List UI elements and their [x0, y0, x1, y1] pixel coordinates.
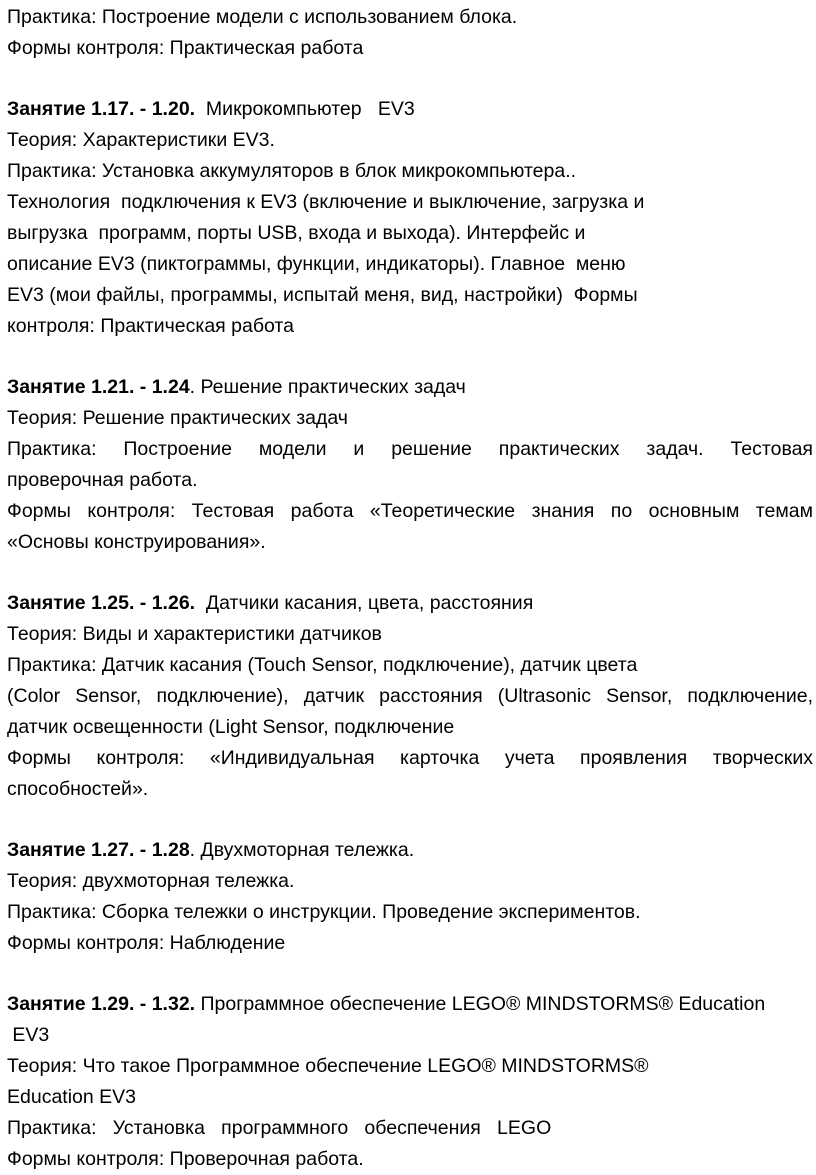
lesson-text-line: контроля: Практическая работа	[7, 315, 294, 337]
lesson-text-line: Практика: Сборка тележки о инструкции. Проведение экспериментов.	[7, 901, 641, 923]
lesson-text-line: Education EV3	[7, 1086, 137, 1108]
lesson-text-line: Теория: Что такое Программное обеспечение LEGO® MINDSTORMS®	[7, 1055, 649, 1077]
lesson-heading	[7, 372, 813, 403]
lesson-number: Занятие 1.29. - 1.32.	[7, 993, 196, 1015]
section-spacer	[7, 64, 813, 94]
section-spacer	[7, 959, 813, 989]
lesson-heading	[7, 989, 813, 1020]
lesson-number: Занятие 1.27. - 1.28	[7, 839, 190, 861]
lesson-text-line: Теория: Виды и характеристики датчиков	[7, 623, 382, 645]
lesson-text-line: (Color Sensor, подключение), датчик расстояния (Ultrasonic Sensor, подключение,	[7, 685, 813, 707]
lesson-number: Занятие 1.21. - 1.24	[7, 376, 190, 398]
intro-line: Формы контроля: Практическая работа	[7, 37, 364, 59]
lesson-text-line: Теория: двухмоторная тележка.	[7, 870, 295, 892]
lesson-text-line: Практика: Построение модели и решение практических задач. Тестовая	[7, 438, 813, 460]
lesson-title: Датчики касания, цвета, расстояния	[195, 592, 534, 614]
lesson-text-line: Формы контроля: Наблюдение	[7, 932, 286, 954]
lesson-text-line: «Основы конструирования».	[7, 531, 266, 553]
lesson-title: . Двухмоторная тележка.	[189, 839, 415, 861]
lesson-number: Занятие 1.25. - 1.26.	[7, 592, 196, 614]
lesson-text-line: Технология подключения к EV3 (включение и выключение, загрузка и	[7, 191, 645, 213]
section-spacer	[7, 805, 813, 835]
section-spacer	[7, 342, 813, 372]
lesson-text-line: Практика: Датчик касания (Touch Sensor, подключение), датчик цвета	[7, 654, 638, 676]
intro-block	[7, 2, 813, 64]
lesson-text-line: EV3 (мои файлы, программы, испытай меня, вид, настройки) Формы	[7, 284, 638, 306]
lesson-text-line: Формы контроля: «Индивидуальная карточка учета проявления творческих	[7, 747, 813, 769]
lesson-text-line: описание EV3 (пиктограммы, функции, индикаторы). Главное меню	[7, 253, 626, 275]
lesson-title: . Решение практических задач	[189, 376, 466, 398]
lesson-text-line: Теория: Решение практических задач	[7, 407, 348, 429]
lesson-text-line: Формы контроля: Проверочная работа.	[7, 1148, 364, 1170]
lesson-text-line: выгрузка программ, порты USB, входа и выхода). Интерфейс и	[7, 222, 586, 244]
lesson-text-line: Практика: Установка программного обеспечения LEGO	[7, 1117, 552, 1139]
lesson-heading	[7, 94, 813, 125]
section-spacer	[7, 558, 813, 588]
lesson-text-line: способностей».	[7, 778, 149, 800]
lesson-heading	[7, 835, 813, 866]
lesson-text-line: проверочная работа.	[7, 469, 198, 491]
lesson-number: Занятие 1.17. - 1.20.	[7, 98, 196, 120]
lesson-text-line: Практика: Установка аккумуляторов в блок микрокомпьютера..	[7, 160, 577, 182]
lesson-title: Микрокомпьютер EV3	[195, 98, 415, 120]
lesson-text-line: датчик освещенности (Light Sensor, подключение	[7, 716, 455, 738]
sections-container	[7, 64, 813, 1175]
lesson-text-line: Формы контроля: Тестовая работа «Теоретические знания по основным темам	[7, 500, 813, 522]
lesson-text-line: EV3	[7, 1024, 50, 1046]
intro-line: Практика: Построение модели с использованием блока.	[7, 6, 518, 28]
lesson-title: Программное обеспечение LEGO® MINDSTORMS® Education	[195, 993, 766, 1015]
lesson-heading	[7, 588, 813, 619]
lesson-text-line: Теория: Характеристики EV3.	[7, 129, 275, 151]
